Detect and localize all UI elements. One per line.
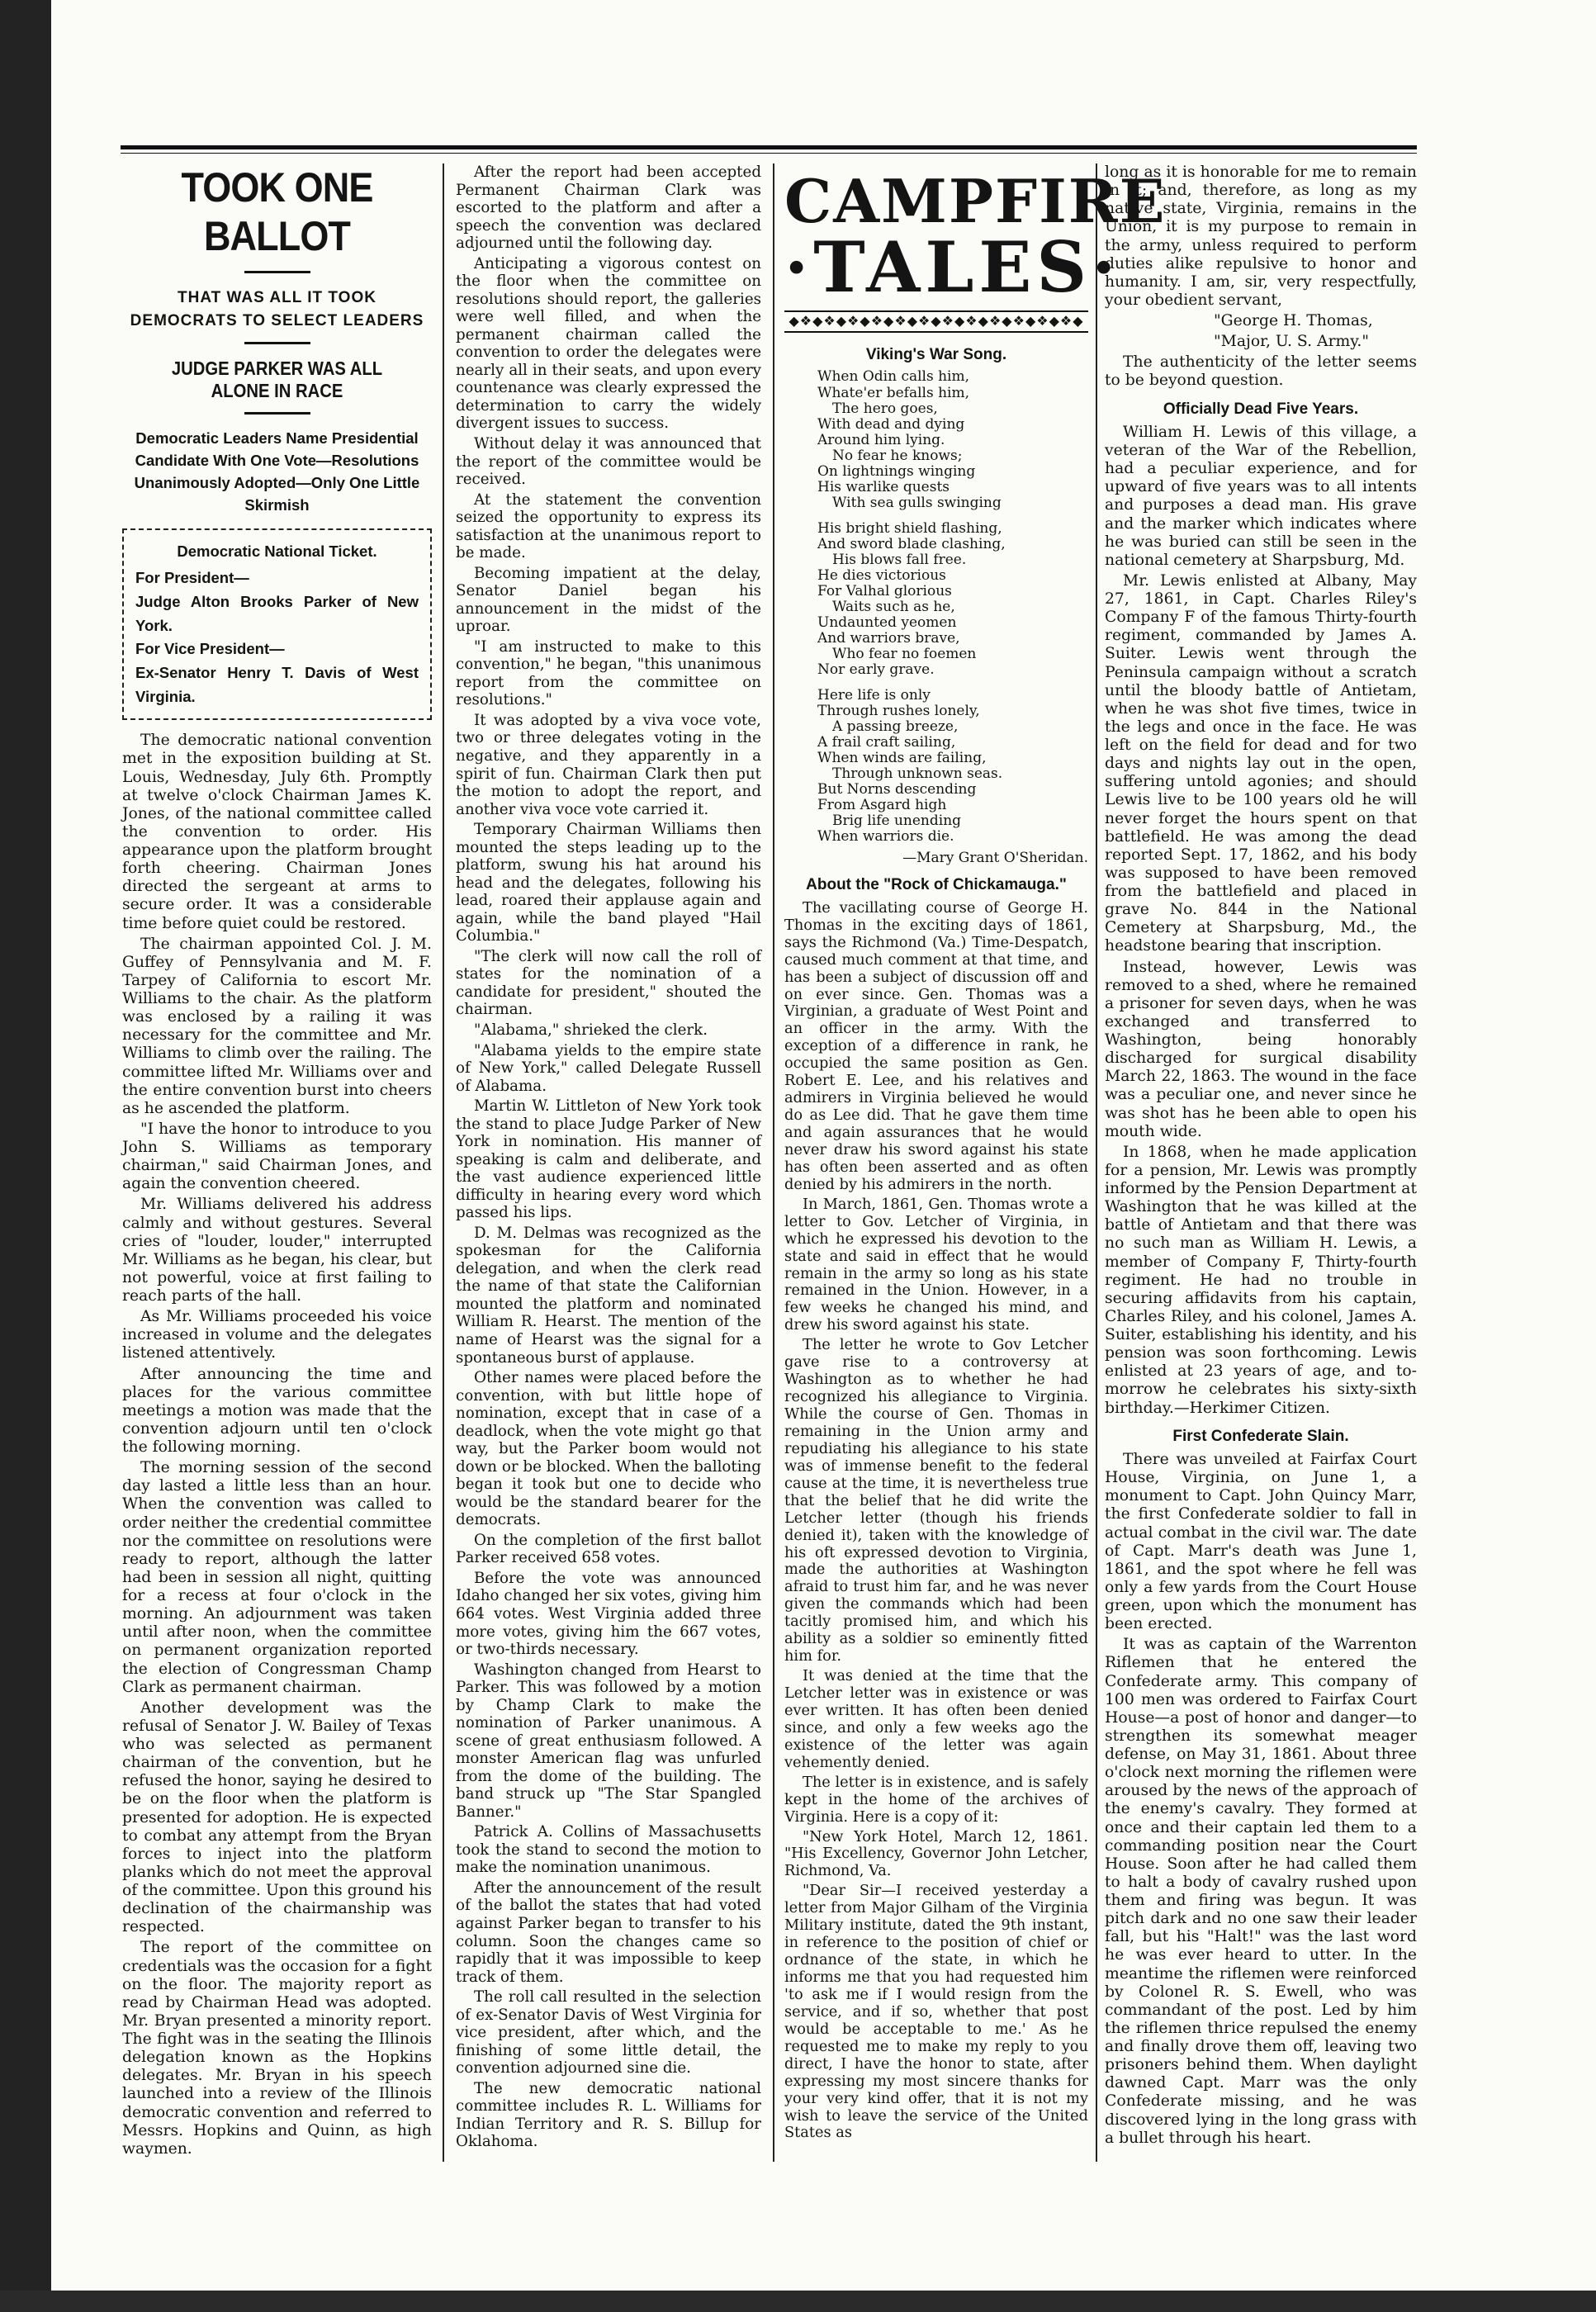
paragraph: After announcing the time and places for the various committee meetings a motion was made that the convention adjourn until ten o'clock the following morning. — [122, 1365, 432, 1457]
paragraph: The vacillating course of George H. Thomas in the exciting days of 1861, says the Richmond (Va.) Time-Despatch, caused much comment at that time, and has been a subject of discussion off and on ever since. Gen. Thomas was a Virginian, a graduate of West Point and an officer in the army. With the exception of a difference in rank, he occupied the same position as Gen. Robert E. Lee, and his relatives and admirers in Virginia believed he would do as Lee did. That he gave them time and again assurances that he would never draw his sword against his state has often been asserted and as often denied by his admirers in the north. — [784, 899, 1088, 1193]
deck-rule-2 — [244, 412, 310, 415]
poem-line: Whate'er befalls him, — [817, 384, 969, 401]
paragraph: Patrick A. Collins of Massachusetts took the stand to second the motion to make the nomination unanimous. — [456, 1823, 761, 1877]
paragraph: As Mr. Williams proceeded his voice increased in volume and the delegates listened attentively. — [122, 1308, 432, 1362]
poem-line: When warriors die. — [817, 828, 954, 846]
paragraph: "The clerk will now call the roll of states for the nomination of a candidate for president," shouted the chairman. — [456, 947, 761, 1019]
poem-line: When Odin calls him, — [817, 368, 970, 386]
poem-line: Through unknown seas. — [832, 765, 1003, 783]
paragraph: Other names were placed before the convention, with but little hope of nomination, except that in case of a deadlock, when the vote might go that way, but the Parker boom would not down or be blocked. When the balloting began it took but one to decide who would be the standard bearer for the democrats. — [456, 1369, 761, 1529]
paragraph: "New York Hotel, March 12, 1861. "His Excellency, Governor John Letcher, Richmond, Va. — [784, 1828, 1088, 1880]
paragraph: Before the vote was announced Idaho changed her six votes, giving him 664 votes. West Virginia added three more votes, giving him the 667 votes, or two-thirds necessary. — [456, 1569, 761, 1659]
paragraph: After the announcement of the result of the ballot the states that had voted against Parker began to transfer to his column. Soon the changes came so rapidly that it was impossible to keep track of them. — [456, 1878, 761, 1986]
deck-leaders-selected: THAT WAS ALL IT TOOK DEMOCRATS TO SELECT LEADERS — [130, 289, 424, 329]
poem-line: For Valhal glorious — [817, 582, 952, 599]
poem-line: And warriors brave, — [817, 629, 960, 647]
poem-line: Brig life unending — [832, 813, 962, 830]
column-convention-story — [122, 163, 432, 2162]
deck-rule — [244, 342, 310, 344]
article-title-officially-dead: Officially Dead Five Years. — [1163, 400, 1359, 418]
paragraph: Mr. Williams delivered his address calmly and without gestures. Several cries of "louder, louder," interrupted Mr. Williams as he began, his clear, but not powerful, voice at first failing to reach parts of the hall. — [122, 1196, 432, 1305]
paragraph: On the completion of the first ballot Parker received 658 votes. — [456, 1531, 761, 1567]
page-top-rule — [121, 145, 1417, 154]
poem-stanza — [817, 369, 1088, 510]
paragraph: "Dear Sir—I received yesterday a letter from Major Gilham of the Virginia Military institute, dated the 9th instant, in reference to the position of chief or ordnance of the state, in which he informs me that you had requested him 'to ask me if I would resign from the service, and if so, whether that post would be acceptable to me.' As he requested me to make my reply to you direct, I have the honor to state, after expressing my most sincere thanks for your very kind offer, that it is not my wish to leave the service of the United States as — [784, 1883, 1088, 2142]
poem-line: But Norns descending — [817, 781, 977, 798]
column-rule-2 — [773, 163, 774, 2162]
poem-title: Viking's War Song. — [865, 346, 1007, 364]
deck-summary: Democratic Leaders Name Presidential Candidate With One Vote—Resolutions Unanimously Adopted—Only One Little Skirmish — [134, 429, 420, 514]
poem-line: His blows fall free. — [832, 551, 967, 568]
poem-line: Who fear no foemen — [832, 646, 977, 662]
paragraph: "I am instructed to make to this convention," he began, "this unanimous report from the committee on resolutions." — [456, 637, 761, 709]
column-rule-1 — [443, 163, 444, 2162]
paragraph: "Alabama," shrieked the clerk. — [474, 1021, 708, 1039]
poem-stanza — [817, 521, 1088, 678]
deck-parker-alone: JUDGE PARKER WAS ALL ALONE IN RACE — [171, 358, 383, 402]
article-title-rock-of-chickamauga: About the "Rock of Chickamauga." — [806, 876, 1067, 894]
letter-continued — [1105, 163, 1417, 310]
paragraph: The new democratic national committee includes R. L. Williams for Indian Territory and R. S. Billup for Oklahoma. — [456, 2079, 761, 2151]
poem-stanza — [817, 688, 1088, 845]
paragraph: The democratic national convention met in the exposition building at St. Louis, Wednesday, July 6th. Promptly at twelve o'clock Chairman James K. Jones, of the national committee called the convention to order. His appearance upon the platform brought forth cheering. Chairman Jones directed the sergeant at arms to secure order. It was a considerable time before quiet could be restored. — [122, 732, 432, 932]
paragraph: The letter he wrote to Gov Letcher gave rise to a controversy at Washington as to whether he had recognized his allegiance to Virginia. While the course of Gen. Thomas in remaining in the Union army and repudiating his allegiance to his state was of immense benefit to the federal cause at the time, it is nevertheless true that the belief that he did write the Letcher letter (though his friends denied it), taken with the knowledge of his oft expressed devotion to Virginia, made the authorities at Washington afraid to trust him far, and he was never given the commands which had been tacitly promised him, and which his ability as a soldier so eminently fitted him for. — [784, 1337, 1088, 1665]
first-confederate-slain-body — [1105, 1451, 1417, 2148]
column-campfire-tales — [784, 163, 1167, 2162]
ticket-vice-president-label: For Vice President— — [135, 640, 285, 658]
paragraph: long as it is honorable for me to remain in it; and, therefore, as long as my native state, Virginia, remains in the Union, it is my purpose to remain in the army, unless required to perform duties alike repulsive to honor and humanity. I am, sir, very respectfully, your obedient servant, — [1105, 163, 1417, 309]
paragraph: D. M. Delmas was recognized as the spokesman for the California delegation, and when the clerk read the name of that state the Californian mounted the platform and nominated William R. Hearst. The mention of the name of Hearst was the signal for a spontaneous burst of applause. — [456, 1224, 761, 1367]
column-rule-3 — [1096, 163, 1097, 2162]
article-title-first-confederate-slain: First Confederate Slain. — [1172, 1427, 1349, 1445]
poem-line: His bright shield flashing, — [817, 519, 1002, 537]
poem-line: Through rushes lonely, — [817, 703, 980, 720]
paragraph: The morning session of the second day lasted a little less than an hour. When the convention was called to order neither the credential committee nor the committee on resolutions were ready to report, although the latter had been in session all night, quitting for a recess at four o'clock in the morning. An adjournment was taken until after noon, when the committee on permanent organization reported the election of Congressman Champ Clark as permanent chairman. — [122, 1459, 432, 1696]
headline-took-one-ballot: TOOK ONE BALLOT — [181, 164, 373, 259]
democratic-ticket-box — [122, 528, 432, 721]
convention-story-continued-body — [456, 163, 761, 2151]
poem-line: With sea gulls swinging — [832, 494, 1002, 511]
paragraph: The report of the committee on credentials was the occasion for a fight on the floor. The majority report as read by Chairman Head was adopted. Mr. Bryan presented a minority report. The fight was in the seating the Illinois delegation known as the Hopkins delegates. Mr. Bryan in his speech launched into a review of the Illinois democratic convention and referred to Messrs. Hopkins and Quinn, as high waymen. — [122, 1939, 432, 2158]
paragraph: Mr. Lewis enlisted at Albany, May 27, 1861, in Capt. Charles Riley's Company F of the famous Thirty-fourth regiment, commanded by James A. Suiter. Lewis went through the Peninsula campaign without a scratch until the bloody battle of Antietam, when he was shot five times, twice in the legs and once in the face. He was left on the field for dead and for two days and nights lay out in the open, suffering untold agonies; and should Lewis live to be 100 years old he will never forget the hours spent on that battlefield. He was among the dead reported Sept. 17, 1862, and his body was supposed to have been removed from the battlefield and placed in grave No. 844 in the National Cemetery at Sharpsburg, Md., the headstone bearing that inscription. — [1105, 571, 1417, 955]
paragraph: Washington changed from Hearst to Parker. This was followed by a motion by Champ Clark to make the nomination of Parker unanimous. A scene of great enthusiasm followed. A monster American flag was unfurled from the dome of the building. The band struck up "The Star Spangled Banner." — [456, 1661, 761, 1821]
masthead-tales: ·TALES· — [784, 226, 1121, 308]
letter-signature-rank: "Major, U. S. Army." — [1214, 333, 1369, 351]
poem-line: With dead and dying — [817, 415, 965, 433]
headline-rule — [244, 271, 310, 273]
ticket-president-name: Judge Alton Brooks Parker of New York. — [135, 592, 419, 634]
rock-of-chickamauga-body — [784, 900, 1088, 2143]
letter-signature-name: "George H. Thomas, — [1214, 312, 1373, 329]
paragraph: The roll call resulted in the selection of ex-Senator Davis of West Virginia for vice president, after which, and the finishing of some little detail, the convention adjourned sine die. — [456, 1988, 761, 2077]
letter-authenticity-note: The authenticity of the letter seems to be beyond question. — [1105, 353, 1417, 390]
paragraph: "Alabama yields to the empire state of New York," called Delegate Russell of Alabama. — [456, 1041, 761, 1095]
poem-line: From Asgard high — [817, 797, 947, 814]
column-stories — [1105, 163, 1417, 2162]
scan-bottom-border — [0, 2291, 1596, 2312]
ticket-title: Democratic National Ticket. — [177, 542, 377, 560]
vikings-war-song-poem — [817, 369, 1088, 845]
paragraph: The letter is in existence, and is safely kept in the home of the archives of Virginia. Here is a copy of it: — [784, 1774, 1088, 1826]
poem-line: Around him lying. — [817, 431, 945, 448]
masthead-campfire: CAMPFIRE — [784, 166, 1167, 236]
paragraph: After the report had been accepted Permanent Chairman Clark was escorted to the platform and after a speech the convention was declared adjourned until the following day. — [456, 163, 761, 253]
paragraph: Becoming impatient at the delay, Senator Daniel began his announcement in the midst of the uproar. — [456, 564, 761, 636]
paragraph: William H. Lewis of this village, a veteran of the War of the Rebellion, had a peculiar experience, and for upward of five years was to all intents and purposes a dead man. His grave and the marker which indicates where he was buried can still be seen in the national cemetery at Sharpsburg, Md. — [1105, 423, 1417, 569]
poem-line: No fear he knows; — [832, 447, 963, 464]
paragraph: It was adopted by a viva voce vote, two or three delegates voting in the negative, and they apparently in a spirit of fun. Chairman Clark then put the motion to adopt the report, and another viva voce vote carried it. — [456, 711, 761, 818]
paragraph: Anticipating a vigorous contest on the floor when the committee on resolutions should report, the galleries were well filled, and when the permanent chairman called the convention to order the delegates were nearly all in their seats, and upon every countenance was clearly expressed the determination to carry the widely divergent issues to success. — [456, 254, 761, 433]
poem-line: When winds are failing, — [817, 750, 987, 767]
campfire-tales-masthead — [784, 166, 1167, 308]
paragraph: Another development was the refusal of Senator J. W. Bailey of Texas who was selected as permanent chairman of the convention, but he refused the honor, saying he desired to be on the floor when the platform is presented for adoption. He is expected to combat any attempt from the Bryan forces to inject into the platform planks which do not meet the approval of the committee. Upon this ground his declination of the chairmanship was respected. — [122, 1698, 432, 1936]
poem-line: He dies victorious — [817, 566, 946, 584]
paragraph: In 1868, when he made application for a pension, Mr. Lewis was promptly informed by the Pension Department at Washington that he was killed at the battle of Antietam and that there was no such man as William H. Lewis, a member of Company F, Thirty-fourth regiment. He had no trouble in securing affidavits from his captain, Charles Riley, and his colonel, James A. Suiter, establishing his identity, and his pension was soon forthcoming. Lewis enlisted at 23 years of age, and to-morrow he celebrates his sixty-sixth birthday.—Herkimer Citizen. — [1105, 1143, 1417, 1417]
paragraph: It was as captain of the Warrenton Riflemen that he entered the Confederate army. This company of 100 men was ordered to Fairfax Court House—a post of honor and danger—to strengthen its somewhat meager defense, on May 31, 1861. About three o'clock next morning the riflemen were aroused by the news of the approach of the enemy's cavalry. They formed at once and their captain led them to a commanding position near the Court House. Soon after he had called them to halt a body of cavalry rushed upon them and firing was begun. It was pitch dark and no one saw their leader fall, but his "Halt!" was the last word he was ever heard to utter. In the meantime the riflemen were reinforced by Colonel R. S. Ewell, who was commandant of the post. Led by him the riflemen thrice repulsed the enemy and finally drove them off, leaving two prisoners behind them. When daylight dawned Capt. Marr was the only Confederate missing, and he was discovered lying in the long grass with a bullet through his heart. — [1105, 1636, 1417, 2147]
poem-line: A frail craft sailing, — [817, 734, 956, 751]
paragraph: The chairman appointed Col. J. M. Guffey of Pennsylvania and M. F. Tarpey of California to escort Mr. Williams to the chair. As the platform was enclosed by a railing it was necessary for the committee and Mr. Williams to climb over the railing. The committee lifted Mr. Williams over and the entire convention burst into cheers as he ascended the platform. — [122, 935, 432, 1117]
poem-line: Here life is only — [817, 687, 931, 704]
ticket-vice-president-name: Ex-Senator Henry T. Davis of West Virginia. — [135, 663, 419, 705]
paragraph: In March, 1861, Gen. Thomas wrote a letter to Gov. Letcher of Virginia, in which he expressed his devotion to the state and said in effect that he would remain in the army so long as his state remained in the Union. However, in a few weeks he changed his mind, and drew his sword against his state. — [784, 1196, 1088, 1334]
poem-byline: —Mary Grant O'Sheridan. — [902, 850, 1088, 867]
convention-story-body — [122, 732, 432, 2158]
paragraph: At the statement the convention seized the opportunity to express its satisfaction at the unanimous report to be made. — [456, 490, 761, 562]
ticket-president-label: For President— — [135, 569, 249, 587]
poem-line: Undaunted yeomen — [817, 614, 957, 631]
scan-left-border — [0, 0, 51, 2312]
poem-line: A passing breeze, — [832, 718, 959, 736]
paragraph: Instead, however, Lewis was removed to a shed, where he remained a prisoner for seven days, when he was exchanged and transferred to Washington, being honorably discharged for surgical disability March 22, 1863. The wound in the face was a peculiar one, and never since he was shot has he been able to open his mouth wide. — [1105, 958, 1417, 1140]
paragraph: It was denied at the time that the Letcher letter was in existence or was ever written. It has often been denied since, and only a few weeks ago the existence of the letter was again vehemently denied. — [784, 1668, 1088, 1771]
paragraph: "I have the honor to introduce to you John S. Williams as temporary chairman," said Chairman Jones, and again the convention cheered. — [122, 1120, 432, 1193]
masthead-ornament-border: ◆❖◆❖◆❖◆❖◆❖◆❖◆❖◆❖◆❖◆❖◆❖◆❖◆ — [784, 310, 1088, 333]
column-convention-continued — [456, 163, 761, 2162]
poem-line: And sword blade clashing, — [817, 535, 1006, 552]
paragraph: Without delay it was announced that the report of the committee would be received. — [456, 434, 761, 489]
paragraph: There was unveiled at Fairfax Court House, Virginia, on June 1, a monument to Capt. John Quincy Marr, the first Confederate soldier to fall in actual combat in the civil war. The date of Capt. Marr's death was June 1, 1861, and the spot where he fell was only a few yards from the Court House green, upon which the monument has been erected. — [1105, 1451, 1417, 1633]
poem-line: Nor early grave. — [817, 661, 935, 679]
poem-line: Waits such as he, — [832, 598, 955, 615]
poem-line: On lightnings winging — [817, 462, 976, 480]
poem-line: His warlike quests — [817, 478, 950, 495]
officially-dead-body — [1105, 424, 1417, 1418]
paragraph: Martin W. Littleton of New York took the stand to place Judge Parker of New York in nomination. His manner of speaking is calm and deliberate, and the vast audience experienced little difficulty in hearing every word which passed his lips. — [456, 1097, 761, 1222]
paragraph: Temporary Chairman Williams then mounted the steps leading up to the platform, swung his hat around his head and the delegates, following his lead, roared their applause again and again, while the band played "Hail Columbia." — [456, 821, 761, 945]
poem-line: The hero goes, — [832, 400, 938, 417]
